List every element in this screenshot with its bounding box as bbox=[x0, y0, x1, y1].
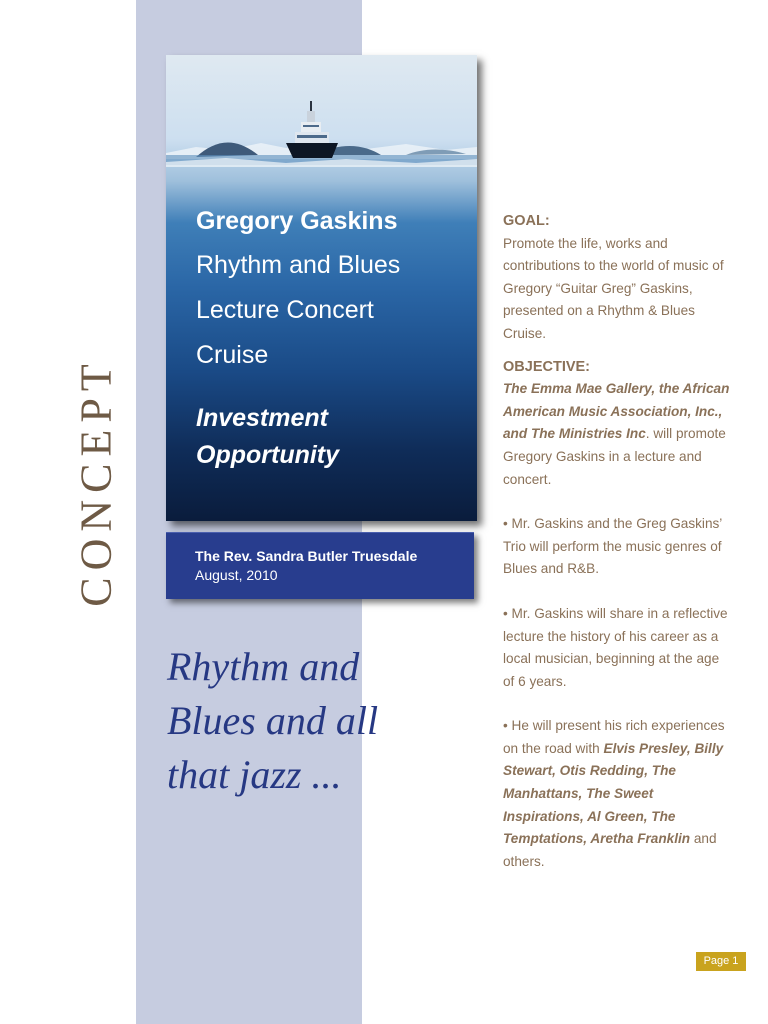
cover-title-block bbox=[196, 205, 466, 474]
cover-name: Gregory Gaskins bbox=[196, 207, 398, 235]
author-box bbox=[166, 532, 474, 599]
investment-line: Opportunity bbox=[196, 441, 340, 469]
goal-heading: GOAL: bbox=[503, 213, 550, 229]
artist-list: Elvis Presley, Billy Stewart, Otis Redding, The Manhattans, The Sweet Inspirations, Al Green, The Temptations, Aretha Franklin bbox=[503, 740, 724, 847]
cover-subtitle-line: Rhythm and Blues bbox=[196, 251, 401, 279]
bullet-experiences bbox=[503, 715, 731, 873]
investment-heading bbox=[196, 400, 466, 474]
cover-subtitle-line: Cruise bbox=[196, 341, 269, 369]
tagline bbox=[167, 640, 427, 802]
ship-icon bbox=[286, 101, 338, 158]
tagline-line: that jazz ... bbox=[167, 752, 342, 797]
bullet-perform: • Mr. Gaskins and the Greg Gaskins’ Trio will perform the music genres of Blues and R&B. bbox=[503, 516, 722, 577]
author-date: August, 2010 bbox=[195, 567, 278, 583]
concept-details bbox=[503, 210, 731, 873]
objective-body: . will promote Gregory Gaskins in a lecture and concert. bbox=[503, 426, 726, 487]
cover-subtitle bbox=[196, 243, 466, 378]
cover-subtitle-line: Lecture Concert bbox=[196, 296, 374, 324]
investment-line: Investment bbox=[196, 404, 328, 432]
tagline-line: Blues and all bbox=[167, 698, 379, 743]
goal-text: Promote the life, works and contributions to the world of music of Gregory “Guitar Greg” Gaskins, presented on a Rhythm & Blues Cruise. bbox=[503, 235, 724, 341]
author-name: The Rev. Sandra Butler Truesdale bbox=[195, 548, 418, 564]
objective-heading: OBJECTIVE: bbox=[503, 358, 591, 375]
objective-orgs: The Emma Mae Gallery, the African American Music Association, Inc., and The Ministries Inc bbox=[503, 381, 730, 442]
concept-vertical-label: CONCEPT bbox=[71, 357, 121, 607]
bullet-experiences-outro: and others. bbox=[503, 831, 717, 869]
tagline-line: Rhythm and bbox=[167, 644, 360, 689]
page-number-badge: Page 1 bbox=[696, 952, 746, 971]
bullet-lecture: • Mr. Gaskins will share in a reflective lecture the history of his career as a local musician, beginning at the age of 6 years. bbox=[503, 605, 728, 689]
objective-text bbox=[503, 378, 731, 491]
cover-image bbox=[166, 55, 477, 521]
bullet-experiences-intro: • He will present his rich experiences on the road with bbox=[503, 718, 725, 756]
